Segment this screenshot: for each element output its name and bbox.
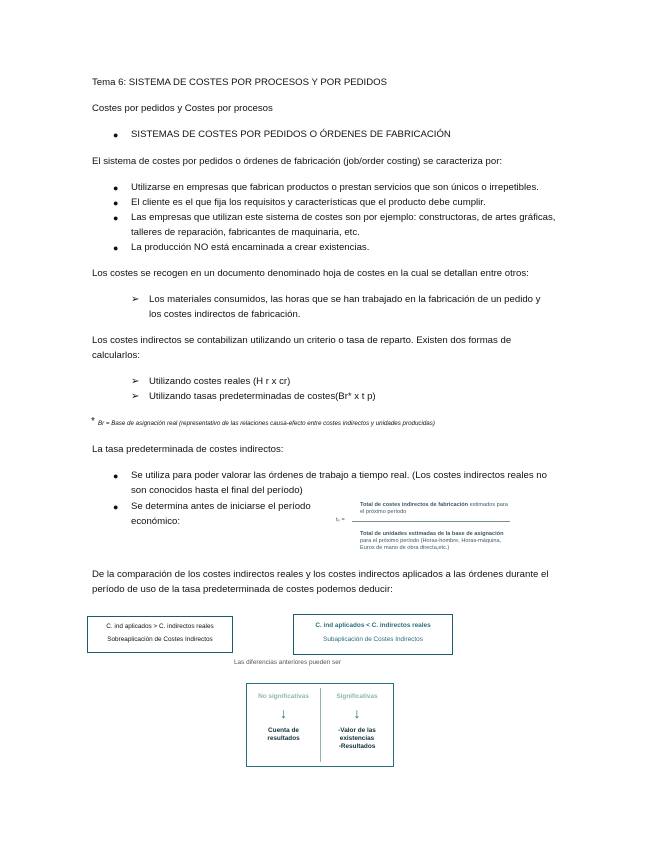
formula-denominator xyxy=(360,531,504,538)
list-item: Utilizarse en empresas que fabrican productos o prestan servicios que son únicos o irrepetibles. xyxy=(131,182,539,193)
formula-numerator-line2: el próximo período xyxy=(360,509,407,515)
footnote: Br = Base de asignación real (representativo de las relaciones causa-efecto entre costes indirectos y unidades producidas) xyxy=(98,420,435,427)
differences-label: Las diferencias anteriores pueden ser xyxy=(234,659,341,666)
list-item: La producción NO está encaminada a crear existencias. xyxy=(131,242,370,253)
bullet-icon: ● xyxy=(113,130,119,140)
rate-point-continuation: económico: xyxy=(131,516,181,527)
footnote-star: * xyxy=(91,416,95,427)
section-title: SISTEMAS DE COSTES POR PEDIDOS O ÓRDENES DE FABRICACIÓN xyxy=(131,129,451,140)
rate-point: Se determina antes de iniciarse el período xyxy=(131,501,311,512)
formula-numerator xyxy=(360,502,508,509)
page-subheading: Costes por pedidos y Costes por procesos xyxy=(92,103,273,114)
arrow-bullet-icon: ➢ xyxy=(131,376,140,387)
comparison-paragraph-continuation: período de uso de la tasa predeterminada de costes podemos deducir: xyxy=(92,584,393,595)
rate-title: La tasa predeterminada de costes indirectos: xyxy=(92,444,284,455)
indirect-costs-paragraph-continuation: calcularlos: xyxy=(92,350,140,361)
costs-sheet-item-continuation: los costes indirectos de fabricación. xyxy=(149,309,301,320)
overapplication-box xyxy=(87,616,233,653)
underapplication-title: C. ind aplicados < C. indirectos reales xyxy=(315,622,431,629)
overapplication-subtitle: Sobreaplicación de Costes Indirectos xyxy=(107,636,213,643)
not-significant-result-line1: Cuenta de xyxy=(268,727,299,734)
significant-title: Significativas xyxy=(336,693,378,700)
bullet-icon: ● xyxy=(113,243,119,253)
significance-box xyxy=(246,683,394,767)
underapplication-box xyxy=(293,614,453,655)
bullet-icon: ● xyxy=(113,502,119,512)
page-heading: Tema 6: SISTEMA DE COSTES POR PROCESOS Y POR PEDIDOS xyxy=(92,77,387,88)
list-item-continuation: talleres de reparación, fabricantes de maquinaria, etc. xyxy=(131,227,360,238)
bullet-icon: ● xyxy=(113,471,119,481)
rate-point-continuation: son conocidos hasta el final del período) xyxy=(131,485,303,496)
list-item: El cliente es el que fija los requisitos y características que el producto debe cumplir. xyxy=(131,197,486,208)
formula-denominator-line2: para el próximo período (Horas-hombre, Horas-máquina, xyxy=(360,538,502,544)
significant-result-line3: -Resultados xyxy=(338,743,376,750)
formula-numerator-bold: Total de costes indirectos de fabricación xyxy=(360,502,469,508)
not-significant-result-line2: resultados xyxy=(267,735,300,742)
formula-lhs: tₚ = xyxy=(336,517,345,523)
not-significant-title: No significativas xyxy=(258,693,309,700)
rate-point: Se utiliza para poder valorar las órdenes de trabajo a tiempo real. (Los costes indirectos reales no xyxy=(131,470,547,481)
formula-numerator-rest: estimados para xyxy=(468,502,508,508)
overapplication-title: C. ind aplicados > C. indirectos reales xyxy=(106,623,214,630)
method-item: Utilizando costes reales (H r x cr) xyxy=(149,376,291,387)
bullet-icon: ● xyxy=(113,198,119,208)
bullet-icon: ● xyxy=(113,213,119,223)
costs-sheet-intro: Los costes se recogen en un documento denominado hoja de costes en la cual se detallan entre otros: xyxy=(92,268,529,279)
significant-result-line2: existencias xyxy=(339,735,375,742)
comparison-paragraph: De la comparación de los costes indirectos reales y los costes indirectos aplicados a las órdenes durante el xyxy=(92,569,549,580)
bullet-icon: ● xyxy=(113,183,119,193)
list-item: Las empresas que utilizan este sistema de costes son por ejemplo: constructoras, de artes gráficas, xyxy=(131,212,556,223)
arrow-bullet-icon: ➢ xyxy=(131,294,140,305)
intro-paragraph: El sistema de costes por pedidos o órdenes de fabricación (job/order costing) se caracteriza por: xyxy=(92,156,503,167)
method-item: Utilizando tasas predeterminadas de costes(Br* x t p) xyxy=(149,391,376,402)
down-arrow-icon: ↓ xyxy=(353,705,361,721)
formula-denominator-bold: Total de unidades estimadas de la base de asignación xyxy=(360,531,504,537)
formula-denominator-line3: Euros de mano de obra directa,etc.) xyxy=(360,545,450,551)
costs-sheet-item: Los materiales consumidos, las horas que se han trabajado en la fabricación de un pedido y xyxy=(149,294,541,305)
significant-result-line1: -Valor de las xyxy=(338,727,376,734)
indirect-costs-paragraph: Los costes indirectos se contabilizan utilizando un criterio o tasa de reparto. Existen dos formas de xyxy=(92,335,512,346)
arrow-bullet-icon: ➢ xyxy=(131,391,140,402)
underapplication-subtitle: Subaplicación de Costes Indirectos xyxy=(323,636,423,643)
down-arrow-icon: ↓ xyxy=(280,705,287,721)
formula-fraction-bar xyxy=(352,521,510,522)
